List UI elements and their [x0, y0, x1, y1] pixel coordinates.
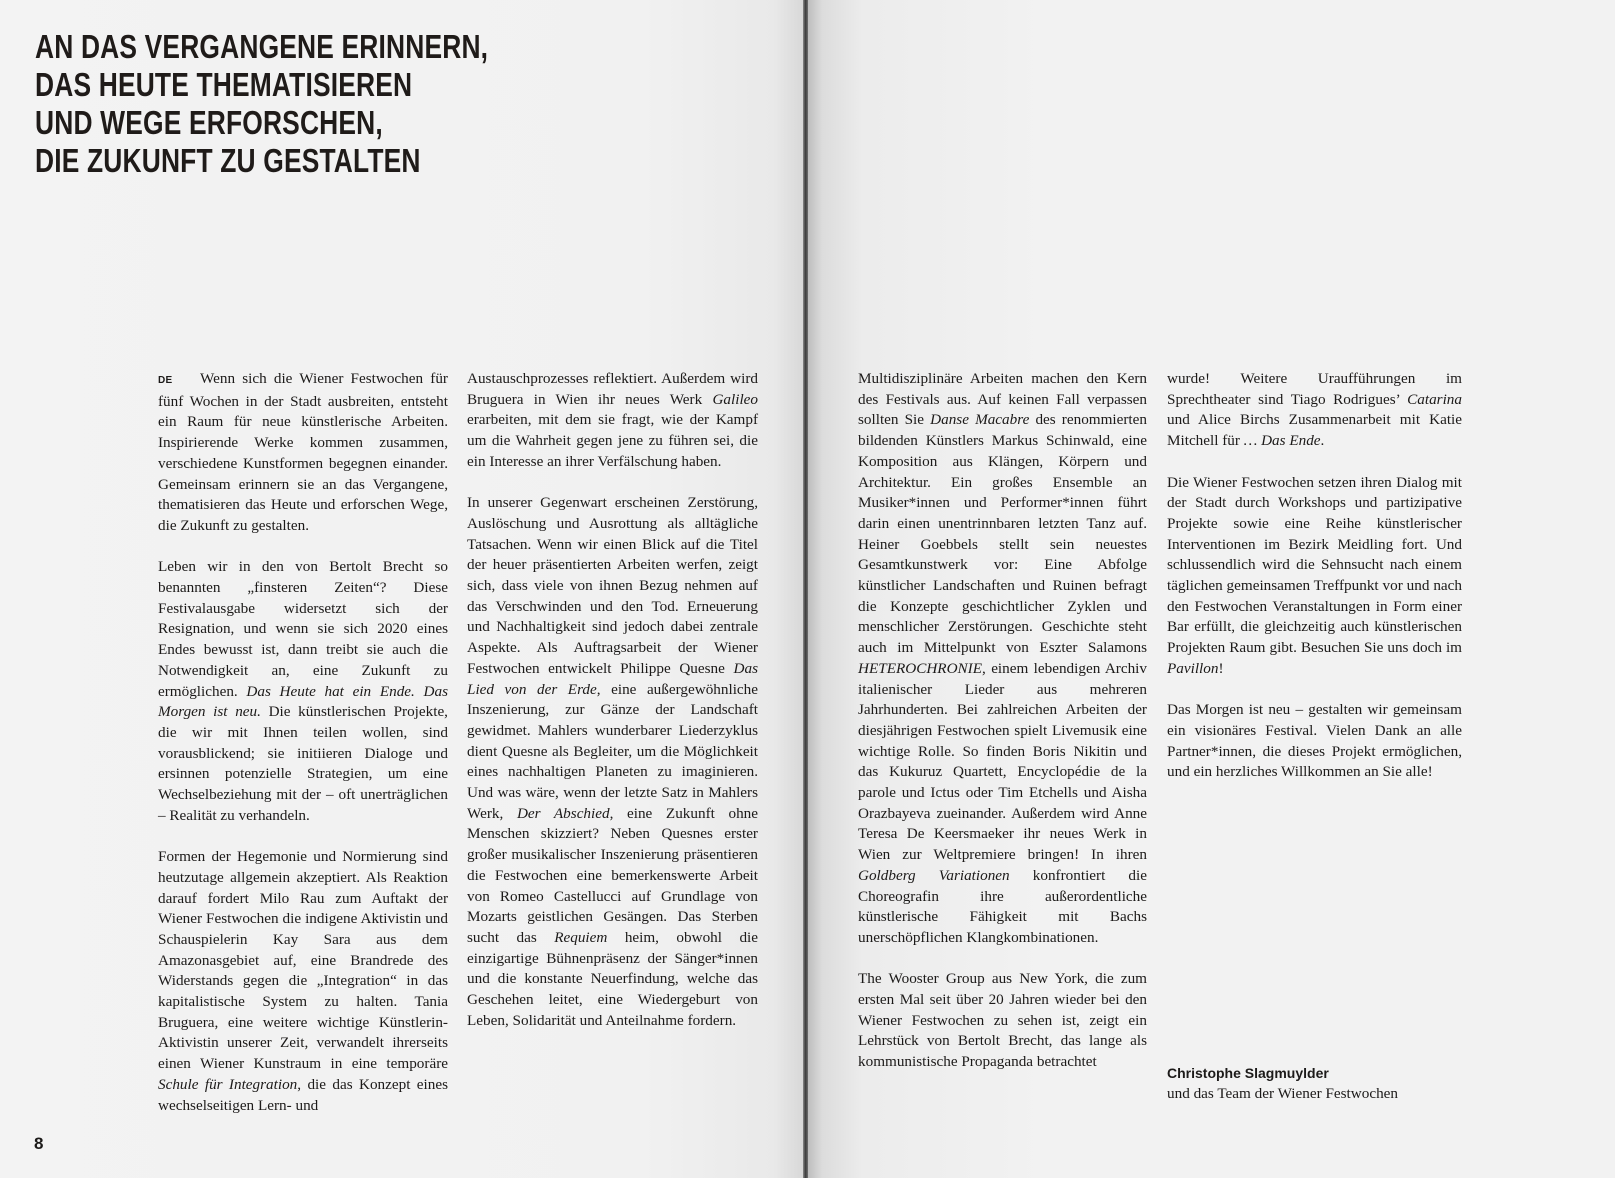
- paragraph-dialog: Die Wiener Festwochen setzen ihren Dialog mit der Stadt durch Workshops und partizipative Projekte sowie eine Reihe künstlerischer Interventionen im Bezirk Meidling fort. Und schlussendlich wird die Sehnsucht nach einem täglichen gemeinsamen Treffpunkt vor und nach den Festwochen Veranstaltungen in Form einer Bar erfüllt, die gleichzeitig auch künstlerischen Projekten Raum gibt. Besuchen Sie uns doch im Pavillon!: [1167, 473, 1462, 677]
- paragraph-hegemonie-cont: Austauschprozesses reflektiert. Außerdem wird Bruguera in Wien ihr neues Werk Galileo erarbeiten, mit dem sie fragt, wie der Kampf um die Wahrheit gegen jene zu führen sei, die ein Interesse an ihrer Verfälschung haben.: [467, 370, 758, 470]
- paragraph-gegenwart: In unserer Gegenwart erscheinen Zerstörung, Auslöschung und Ausrottung als alltägliche Tatsachen. Wenn wir einen Blick auf die Titel der heuer präsentierten Arbeiten werfen, zeigt sich, dass viele von ihnen Bezug nehmen auf das Verschwinden und den Tod. Erneuerung und Nachhaltigkeit sind jedoch dabei zentrale Aspekte. Als Auftragsarbeit der Wiener Festwochen entwickelt Philippe Quesne Das Lied von der Erde, eine außergewöhnliche Inszenierung, zur Gänze der Landschaft gewidmet. Mahlers wunderbarer Liederzyklus dient Quesne als Begleiter, um die Möglichkeit eines nachhaltigen Planeten zu imaginieren. Und was wäre, wenn der letzte Satz in Mahlers Werk, Der Abschied, eine Zukunft ohne Menschen skizziert? Neben Quesnes erster großer musikalischer Inszenierung präsentieren die Festwochen eine bemerkenswerte Arbeit von Romeo Castellucci auf Grundlage von Mozarts geistlichen Gesängen. Das Sterben sucht das Requiem heim, obwohl die einzigartige Bühnenpräsenz der Sänger*innen und die konstante Neuerfindung, welche das Geschehen leitet, eine Wiedergeburt von Leben, Solidarität und Anteilnahme fordern.: [467, 494, 758, 1029]
- paragraph-wooster-cont: wurde! Weitere Uraufführungen im Sprechtheater sind Tiago Rodrigues’ Catarina und Alice Birchs Zusammenarbeit mit Katie Mitchell für … Das Ende.: [1167, 370, 1462, 450]
- headline-line: UND WEGE ERFORSCHEN,: [35, 104, 383, 141]
- signature-name: Christophe Slagmuylder: [1167, 1065, 1329, 1081]
- headline-line: DIE ZUKUNFT ZU GESTALTEN: [35, 142, 421, 179]
- page-number: 8: [34, 1134, 44, 1153]
- text-column-3: [858, 369, 1147, 1094]
- paragraph-hegemonie: Formen der Hegemonie und Normierung sind heutzutage allgemein akzeptiert. Als Reaktion darauf fordert Milo Rau zum Auftakt der Wiener Festwochen die indigene Aktivistin und Schauspielerin Kay Sara aus dem Amazonasgebiet auf, eine Brandrede des Widerstands gegen die „Integration“ in das kapitalistische System zu halten. Tania Bruguera, eine weitere wichtige Künstlerin-Aktivistin unserer Zeit, verwandelt ihrerseits einen Wiener Kunstraum in eine temporäre Schule für Integration, die das Konzept eines wechselseitigen Lern- und: [158, 848, 448, 1114]
- page-gutter: [803, 0, 808, 1178]
- text-column-1: [158, 369, 448, 1137]
- paragraph-closing: Das Morgen ist neu – gestalten wir gemeinsam ein visionäres Festival. Vielen Dank an alle Partner*innen, die dieses Projekt ermöglichen, und ein herzliches Willkommen an Sie alle!: [1167, 701, 1462, 781]
- language-tag: DE: [158, 375, 173, 386]
- paragraph-brecht: Leben wir in den von Bertolt Brecht so benannten „finsteren Zeiten“? Diese Festivalausgabe widersetzt sich der Resignation, und wenn sie sich 2020 eines Endes bewusst ist, dann treibt sie auch die Notwendigkeit an, eine Zukunft zu ermöglichen. Das Heute hat ein Ende. Das Morgen ist neu. Die künstlerischen Projekte, die wir mit Ihnen teilen wollen, sind vorausblickend; sie initiieren Dialoge und ersinnen potenzielle Strategien, um eine Wechselbeziehung mit der – oft unerträglichen – Realität zu verhandeln.: [158, 558, 448, 824]
- paragraph-wooster: The Wooster Group aus New York, die zum ersten Mal seit über 20 Jahren wieder bei den Wiener Festwochen zu sehen ist, zeigt ein Lehrstück von Bertolt Brecht, das lange als kommunistische Propaganda betrachtet: [858, 970, 1147, 1071]
- headline: [35, 28, 488, 180]
- text-column-2: [467, 369, 758, 1052]
- signature: [1167, 1063, 1398, 1104]
- headline-line: DAS HEUTE THEMATISIEREN: [35, 66, 413, 103]
- headline-line: AN DAS VERGANGENE ERINNERN,: [35, 28, 489, 65]
- signature-team: und das Team der Wiener Festwochen: [1167, 1084, 1398, 1102]
- paragraph-intro: DE Wenn sich die Wiener Festwochen für fünf Wochen in der Stadt ausbreiten, entsteht ein Raum für neue künstlerische Arbeiten. Inspirierende Werke kommen zusammen, verschiedene Kunstformen begegnen einander. Gemeinsam erinnern sie an das Vergangene, thematisieren das Heute und erforschen Wege, die Zukunft zu gestalten.: [158, 370, 448, 534]
- paragraph-multidisziplinaer: Multidisziplinäre Arbeiten machen den Kern des Festivals aus. Auf keinen Fall verpassen sollten Sie Danse Macabre des renommierten bildenden Künstlers Markus Schinwald, eine Komposition aus Klängen, Körpern und Architektur. Ein großes Ensemble an Musiker*innen und Performer*innen führt darin einen unentrinnbaren letzten Tanz auf. Heiner Goebbels stellt sein neuestes Gesamtkunstwerk vor: Eine Abfolge künstlicher Landschaften und Ruinen befragt die Konzepte geschichtlicher Zyklen und menschlicher Zerstörungen. Geschichte steht auch im Mittelpunkt von Eszter Salamons HETEROCHRONIE, einem lebendigen Archiv italienischer Lieder aus mehreren Jahrhunderten. Bei zahlreichen Arbeiten der diesjährigen Festwochen spielt Livemusik eine wichtige Rolle. So finden Boris Nikitin und das Kukuruz Quartett, Encyclopédie de la parole und Ictus oder Tim Etchells und Aisha Orazbayeva zueinander. Außerdem wird Anne Teresa De Keersmaeker ihr neues Werk in Wien zur Weltpremiere bringen! In ihren Goldberg Variationen konfrontiert die Choreografin ihre außerordentliche künstlerische Fähigkeit mit Bachs unerschöpflichen Klangkombinationen.: [858, 370, 1147, 946]
- text-column-4: [1167, 369, 1462, 804]
